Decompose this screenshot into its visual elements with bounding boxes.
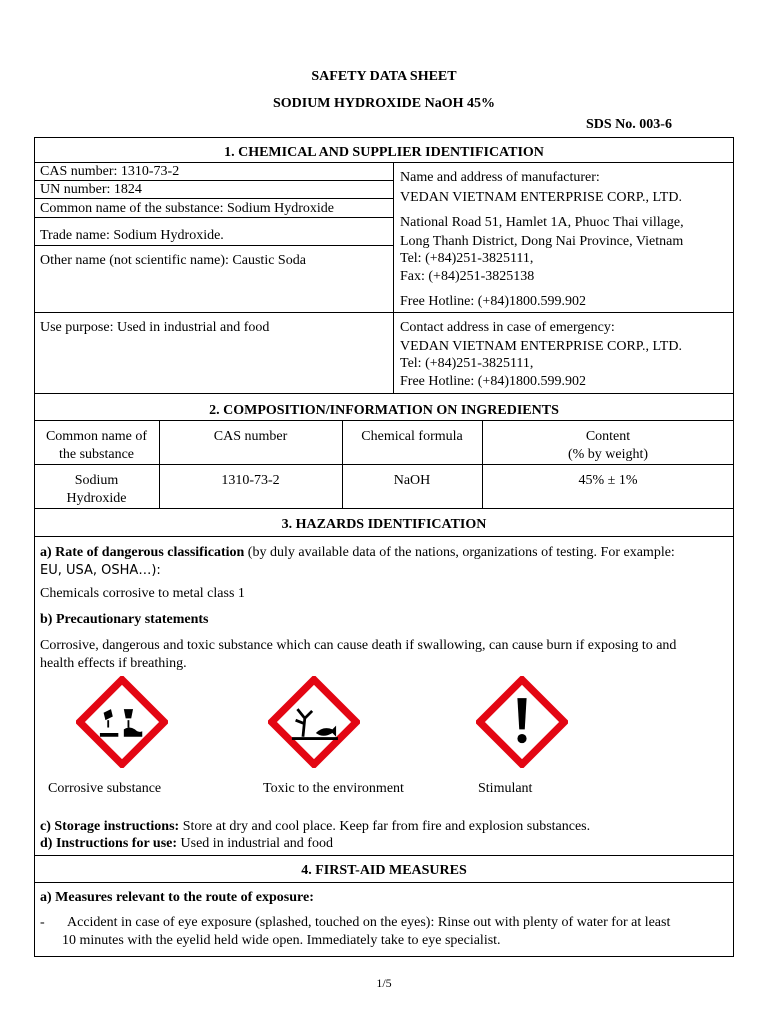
divider (34, 855, 734, 856)
exclamation-icon (476, 676, 568, 768)
classification-line (40, 544, 675, 562)
emergency-label: Contact address in case of emergency: (400, 320, 615, 335)
divider (34, 245, 393, 246)
divider (34, 393, 734, 394)
emergency-tel: Tel: (+84)251-3825111, (400, 356, 534, 371)
storage-instructions (40, 818, 590, 836)
storage-label: c) Storage instructions: (40, 819, 180, 834)
emergency-name: VEDAN VIETNAM ENTERPRISE CORP., LTD. (400, 339, 682, 354)
column-header-line: Common name of (45, 429, 148, 444)
pictogram-label-corrosive: Corrosive substance (48, 781, 162, 796)
cell-cas-number: 1310-73-2 (221, 473, 280, 488)
column-header-cas: CAS number (213, 429, 288, 444)
precautionary-label: b) Precautionary statements (40, 612, 209, 627)
precautionary-text-2: health effects if breathing. (40, 656, 187, 671)
divider (393, 162, 394, 393)
cell-substance-name (34, 472, 159, 508)
column-header-content (482, 428, 734, 464)
pictogram-label-environment: Toxic to the environment (263, 781, 404, 796)
environment-icon (268, 676, 360, 768)
document-title: SAFETY DATA SHEET (311, 69, 457, 84)
eye-exposure-text-2: 10 minutes with the eyelid held wide open. Immediately take to eye specialist. (62, 933, 501, 948)
column-header-common-name (34, 428, 159, 464)
section-3-heading: 3. HAZARDS IDENTIFICATION (281, 517, 487, 532)
eye-exposure-text-1: Accident in case of eye exposure (splashed, touched on the eyes): Rinse out with plenty of water for at least (67, 915, 671, 930)
column-header-line: Content (585, 429, 631, 444)
cell-line: Hydroxide (66, 491, 127, 506)
divider (34, 420, 734, 421)
manufacturer-hotline: Free Hotline: (+84)1800.599.902 (400, 294, 586, 309)
exposure-measures-label: a) Measures relevant to the route of exposure: (40, 890, 314, 905)
section-2-heading: 2. COMPOSITION/INFORMATION ON INGREDIENTS (209, 403, 559, 418)
section-4-heading: 4. FIRST-AID MEASURES (301, 863, 467, 878)
cell-line: Sodium (74, 473, 119, 488)
column-header-line: (% by weight) (567, 447, 649, 462)
divider (34, 508, 734, 509)
manufacturer-tel: Tel: (+84)251-3825111, (400, 251, 534, 266)
address-line-2: Long Thanh District, Dong Nai Province, Vietnam (400, 234, 684, 249)
classification-examples: EU, USA, OSHA…): (40, 563, 161, 578)
column-header-formula: Chemical formula (361, 429, 463, 444)
un-number: UN number: 1824 (40, 182, 142, 197)
cell-formula: NaOH (393, 473, 431, 488)
use-purpose: Use purpose: Used in industrial and food (40, 320, 270, 335)
divider (34, 312, 734, 313)
emergency-hotline: Free Hotline: (+84)1800.599.902 (400, 374, 586, 389)
common-name: Common name of the substance: Sodium Hydroxide (40, 201, 334, 216)
storage-text: Store at dry and cool place. Keep far from fire and explosion substances. (179, 819, 591, 834)
classification-label: a) Rate of dangerous classification (40, 545, 245, 560)
divider (34, 464, 734, 465)
sds-number: SDS No. 003-6 (586, 117, 672, 132)
trade-name: Trade name: Sodium Hydroxide. (40, 228, 224, 243)
document-subtitle: SODIUM HYDROXIDE NaOH 45% (272, 96, 496, 111)
address-line-1: National Road 51, Hamlet 1A, Phuoc Thai village, (400, 215, 684, 230)
cas-number: CAS number: 1310-73-2 (40, 164, 180, 179)
manufacturer-name: VEDAN VIETNAM ENTERPRISE CORP., LTD. (400, 190, 682, 205)
column-header-line: the substance (58, 447, 135, 462)
usage-text: Used in industrial and food (177, 836, 333, 851)
list-bullet: - (40, 915, 45, 930)
cell-content: 45% ± 1% (578, 473, 638, 488)
divider (34, 536, 734, 537)
pictogram-label-stimulant: Stimulant (478, 781, 533, 796)
page-number: 1/5 (376, 976, 392, 990)
section-1-heading: 1. CHEMICAL AND SUPPLIER IDENTIFICATION (224, 145, 544, 160)
precautionary-text-1: Corrosive, dangerous and toxic substance which can cause death if swallowing, can cause burn if exposing to and (40, 638, 677, 653)
usage-instructions (40, 835, 333, 853)
corrosion-icon (76, 676, 168, 768)
classification-text: (by duly available data of the nations, organizations of testing. For example: (244, 545, 675, 560)
other-name: Other name (not scientific name): Caustic Soda (40, 253, 306, 268)
usage-label: d) Instructions for use: (40, 836, 178, 851)
manufacturer-fax: Fax: (+84)251-3825138 (400, 269, 535, 284)
divider (34, 882, 734, 883)
classification-value: Chemicals corrosive to metal class 1 (40, 586, 245, 601)
manufacturer-label: Name and address of manufacturer: (400, 170, 600, 185)
